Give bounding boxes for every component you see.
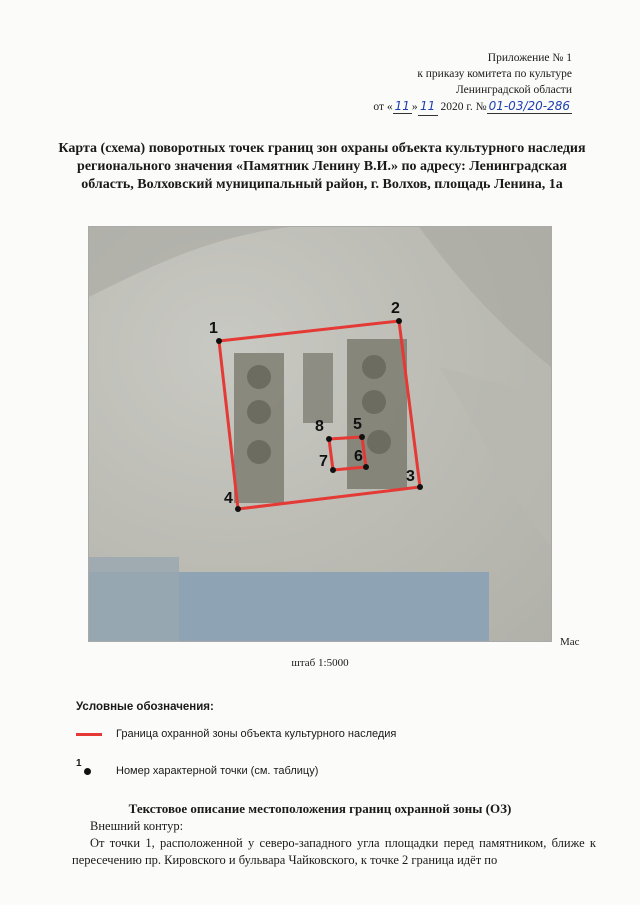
appendix-header — [373, 50, 572, 116]
boundary-point-marker — [417, 484, 423, 490]
dot-icon — [84, 768, 91, 775]
scale-text-part2: штаб 1:5000 — [291, 657, 349, 669]
boundary-point-marker — [216, 338, 222, 344]
description-subhead: Внешний контур: — [90, 819, 184, 833]
appendix-order-ref: к приказу комитета по культуре — [417, 68, 572, 80]
legend-boundary-row — [76, 728, 396, 740]
legend-point-icon — [76, 758, 102, 778]
legend-point-sup: 1 — [76, 758, 82, 769]
boundary-point-label: 6 — [354, 448, 363, 465]
map-tree — [247, 400, 271, 424]
boundary-point-marker — [326, 436, 332, 442]
map-tree — [367, 430, 391, 454]
boundary-point-label: 8 — [315, 418, 324, 435]
legend-title: Условные обозначения: — [76, 701, 214, 713]
order-date-prefix: от « — [373, 101, 393, 113]
scale-text-part1: Мас — [560, 636, 580, 648]
boundary-point-marker — [235, 506, 241, 512]
map-tree — [362, 390, 386, 414]
map-planter-center — [303, 353, 333, 423]
document-title: Карта (схема) поворотных точек границ зон охраны объекта культурного наследия регионального значения «Памятник Ленину В.И.» по адресу: Ленинградская область, Волховский муниципальный район, г. Волхов, площадь Ленина, 1а — [58, 141, 586, 192]
boundary-point-label: 2 — [391, 300, 400, 317]
order-year: 2020 г. № — [440, 101, 487, 113]
boundary-point-label: 5 — [353, 416, 362, 433]
boundary-point-marker — [396, 318, 402, 324]
appendix-region: Ленинградской области — [455, 84, 572, 96]
legend-point-row — [76, 758, 319, 778]
order-date-mid: » — [411, 101, 418, 113]
description-text: От точки 1, расположенной у северо-западного угла площадки перед памятником, ближе к пересечению пр. Кировского и бульвара Чайковского, к точке 2 граница идёт по — [72, 836, 596, 867]
aerial-map — [88, 226, 552, 642]
order-day: 11 — [394, 99, 410, 113]
boundary-point-marker — [359, 434, 365, 440]
legend-red-line-icon — [76, 733, 102, 736]
boundary-point-marker — [330, 467, 336, 473]
description-title: Текстовое описание местоположения границ охранной зоны (ОЗ) — [128, 801, 512, 816]
boundary-point-label: 3 — [406, 468, 415, 485]
map-drawing — [89, 227, 551, 641]
legend-boundary-label: Граница охранной зоны объекта культурного наследия — [116, 728, 397, 740]
order-month: 11 — [420, 99, 436, 113]
appendix-number: Приложение № 1 — [487, 52, 572, 64]
map-tree — [247, 440, 271, 464]
map-dark-area — [89, 227, 289, 297]
description-body — [72, 818, 596, 869]
map-road — [439, 367, 551, 547]
map-dark-area-ne — [419, 227, 551, 367]
boundary-point-label: 1 — [209, 320, 218, 337]
boundary-point-label: 4 — [224, 490, 233, 507]
map-building-wing — [89, 557, 179, 641]
appendix-order-line — [373, 98, 572, 116]
boundary-point-marker — [363, 464, 369, 470]
boundary-point-label: 7 — [319, 453, 328, 470]
legend-point-label: Номер характерной точки (см. таблицу) — [116, 765, 319, 777]
map-tree — [362, 355, 386, 379]
map-tree — [247, 365, 271, 389]
order-number: 01-03/20-286 — [488, 99, 570, 113]
